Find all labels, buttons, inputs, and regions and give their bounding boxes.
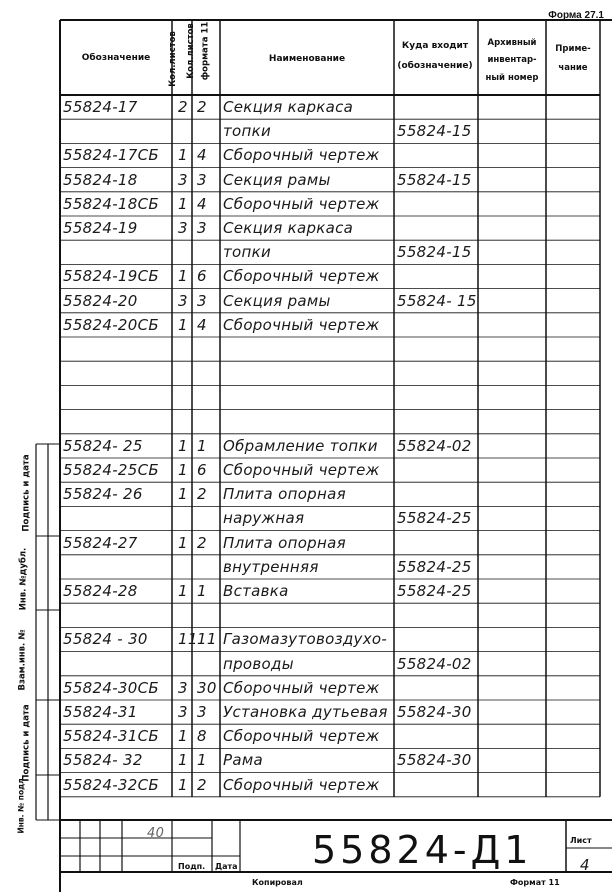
header-sheet-count: Кол.листов [167, 31, 178, 87]
cell-sheet-count: 1 [178, 582, 188, 600]
cell-designation: 55824-17 [63, 98, 138, 116]
cell-designation: 55824- 25 [63, 436, 143, 455]
cell-sheet-count: 11 [178, 630, 198, 649]
cell-sheet-count-a11: 8 [197, 727, 207, 746]
cell-sheet-count-a11: 2 [197, 98, 207, 116]
cell-name: Плита опорная [223, 485, 346, 504]
cell-sheet-count: 1 [178, 727, 188, 746]
cell-name: Рама [223, 751, 263, 770]
cell-designation: 55824 - 30 [63, 630, 148, 649]
cell-name: Плита опорная [223, 533, 346, 552]
cell-sheet-count: 3 [178, 703, 188, 721]
cell-sheet-count-a11: 1 [197, 436, 207, 455]
cell-name: Сборочный чертеж [223, 194, 380, 213]
cell-sheet-count: 1 [178, 315, 188, 334]
cell-designation: 55824-25СБ [63, 461, 159, 479]
cell-enters: 55824-15 [397, 170, 472, 189]
cell-sheet-count-a11: 2 [197, 775, 207, 794]
header-enters [393, 40, 477, 72]
cell-name: Сборочный чертеж [223, 146, 380, 165]
side-label-vzam-inv: Взам.инв. № [17, 629, 28, 691]
cell-sheet-count-a11: 2 [197, 485, 207, 504]
cell-designation: 55824-32СБ [63, 775, 159, 794]
cell-enters: 55824-25 [397, 582, 472, 600]
cell-sheet-count-a11: 3 [197, 291, 207, 310]
cell-enters: 55824- 15 [397, 291, 477, 310]
cell-sheet-count: 3 [178, 291, 188, 310]
cell-sheet-count-a11: 1 [197, 751, 207, 770]
cell-name: Сборочный чертеж [223, 267, 380, 286]
cell-sheet-count: 3 [178, 170, 188, 189]
header-archive-line2: инвентар- [487, 55, 537, 66]
cell-sheet-count: 3 [178, 678, 188, 697]
cell-designation: 55824-28 [63, 582, 138, 600]
header-designation: Обозначение [81, 53, 151, 63]
cell-sheet-count-a11: 3 [197, 170, 207, 189]
cell-name: топки [223, 243, 272, 262]
cell-sheet-count: 1 [178, 461, 188, 479]
stamp-sheet-number: 4 [580, 856, 590, 874]
cell-enters: 55824-02 [397, 654, 472, 673]
cell-name: Сборочный чертеж [223, 727, 380, 746]
cell-sheet-count: 1 [178, 436, 188, 455]
cell-designation: 55824-18 [63, 170, 138, 189]
cell-sheet-count-a11: 2 [197, 533, 207, 552]
header-note [546, 44, 600, 75]
cell-enters: 55824-30 [397, 703, 472, 721]
cell-sheet-count-a11: 6 [197, 267, 207, 286]
header-note-line2: чание [558, 63, 588, 74]
cell-designation: 55824-31 [63, 703, 138, 721]
cell-name: Обрамление топки [223, 436, 378, 455]
cell-sheet-count: 1 [178, 194, 188, 213]
stamp-format: Формат 11 [510, 878, 560, 887]
cell-sheet-count-a11: 4 [197, 194, 207, 213]
cell-sheet-count-a11: 30 [197, 678, 217, 697]
cell-enters: 55824-25 [397, 557, 472, 576]
stamp-scribble: 40 [147, 826, 165, 841]
cell-name: наружная [223, 509, 305, 528]
cell-designation: 55824- 32 [63, 751, 143, 770]
cell-designation: 55824-31СБ [63, 727, 159, 746]
cell-name: Секция каркаса [223, 219, 354, 237]
cell-sheet-count: 1 [178, 533, 188, 552]
cell-sheet-count-a11: 4 [197, 315, 207, 334]
cell-sheet-count: 1 [178, 775, 188, 794]
cell-name: Газомазутовоздухо- [223, 630, 388, 649]
cell-name: проводы [223, 654, 294, 673]
cell-enters: 55824-02 [397, 436, 472, 455]
cell-designation: 55824- 26 [63, 485, 143, 504]
cell-enters: 55824-25 [397, 509, 472, 528]
stamp-copied: Копировал [252, 878, 303, 887]
cell-enters: 55824-30 [397, 751, 472, 770]
cell-designation: 55824-19 [63, 219, 138, 237]
cell-name: Секция рамы [223, 170, 331, 189]
side-label-inv-orig: Инв. № подл. [16, 775, 26, 834]
header-note-line1: Приме- [555, 44, 591, 54]
cell-name: Вставка [223, 582, 289, 600]
cell-sheet-count-a11: 4 [197, 146, 207, 165]
cell-name: Сборочный чертеж [223, 315, 380, 334]
stamp-sign-label: Подп. [178, 862, 206, 871]
cell-name: внутренняя [223, 557, 319, 576]
cell-sheet-count: 1 [178, 267, 188, 286]
header-archive [479, 38, 545, 84]
cell-sheet-count-a11: 3 [197, 219, 207, 237]
header-archive-line1: Архивный [487, 38, 537, 48]
header-archive-line3: ный номер [485, 72, 539, 83]
cell-enters: 55824-15 [397, 243, 472, 262]
cell-sheet-count-a11: 11 [197, 630, 217, 649]
side-label-sign-date-bottom: Подпись и дата [21, 704, 32, 782]
cell-sheet-count: 1 [178, 485, 188, 504]
header-enters-line1: Куда входит [401, 41, 469, 51]
cell-designation: 55824-17СБ [63, 146, 159, 165]
cell-enters: 55824-15 [397, 122, 472, 141]
header-sheet-count-a11-1: Кол.листов [185, 23, 196, 79]
cell-name: Сборочный чертеж [223, 678, 380, 697]
stamp-sheet-label: Лист [570, 836, 592, 845]
cell-sheet-count-a11: 3 [197, 703, 207, 721]
cell-sheet-count: 1 [178, 146, 188, 165]
cell-name: Секция каркаса [223, 98, 354, 116]
cell-name: Секция рамы [223, 291, 331, 310]
cell-name: Сборочный чертеж [223, 775, 380, 794]
cell-designation: 55824-27 [63, 533, 138, 552]
cell-name: Установка дутьевая [223, 703, 388, 721]
cell-sheet-count-a11: 6 [197, 461, 207, 479]
cell-sheet-count: 1 [178, 751, 188, 770]
cell-designation: 55824-19СБ [63, 267, 159, 286]
cell-designation: 55824-18СБ [63, 194, 159, 213]
stamp-date-label: Дата [215, 862, 238, 871]
form-label: Форма 27.1 [548, 10, 604, 21]
cell-designation: 55824-30СБ [63, 678, 159, 697]
cell-name: топки [223, 122, 272, 141]
cell-sheet-count: 2 [178, 98, 188, 116]
header-sheet-count-a11-2: формата 11 [200, 21, 211, 81]
cell-sheet-count-a11: 1 [197, 582, 207, 600]
header-enters-line2: (обозначение) [397, 61, 473, 72]
cell-designation: 55824-20 [63, 291, 138, 310]
side-label-inv-dupl: Инв. №дубл. [18, 547, 29, 611]
side-label-sign-date-top: Подпись и дата [21, 454, 32, 532]
cell-designation: 55824-20СБ [63, 315, 159, 334]
document-number: 55824-Д1 [312, 828, 533, 872]
cell-name: Сборочный чертеж [223, 461, 380, 479]
cell-sheet-count: 3 [178, 219, 188, 237]
header-name: Наименование [268, 54, 346, 64]
